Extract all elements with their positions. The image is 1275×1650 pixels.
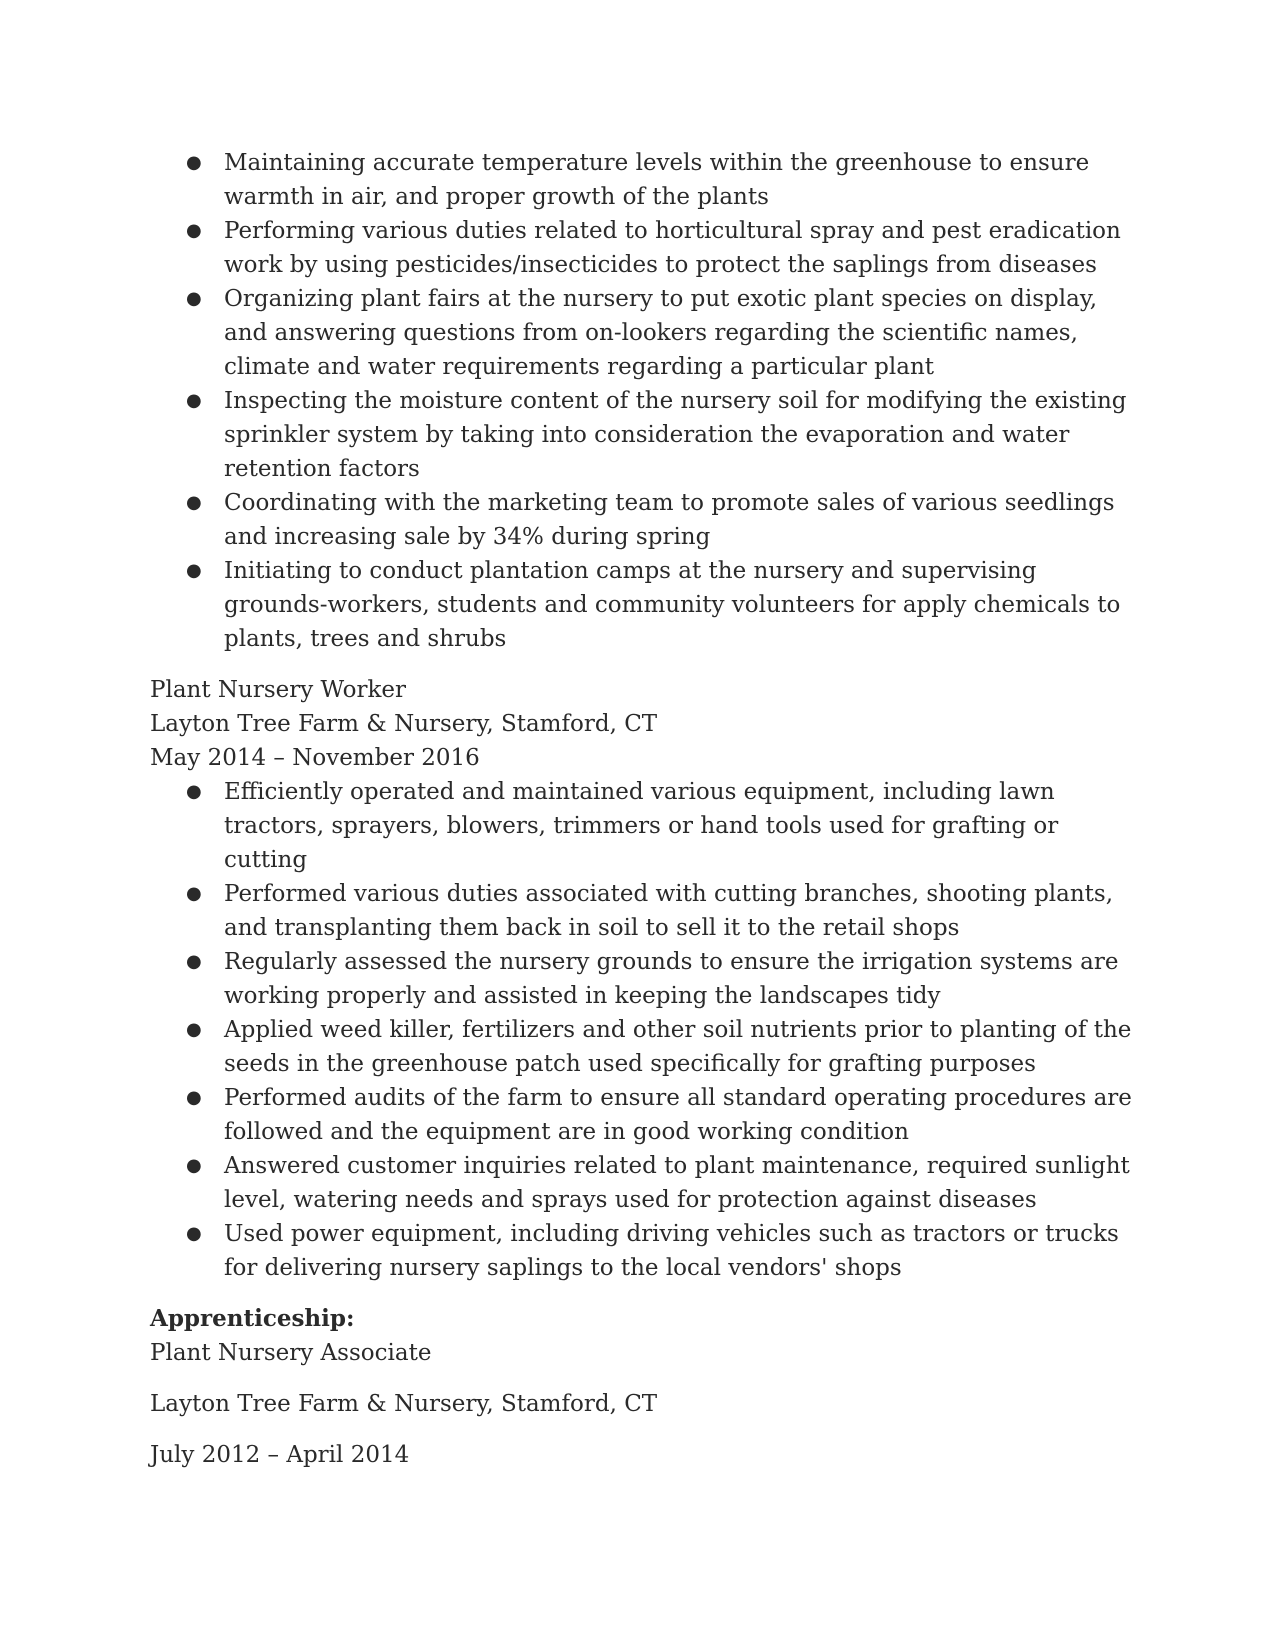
job-dates: May 2014 – November 2016 bbox=[150, 745, 480, 771]
job-bullets bbox=[150, 775, 1140, 1285]
bullet-icon: ● bbox=[186, 1223, 202, 1244]
bullet-text: Efficiently operated and maintained various equipment, including lawn tractors, sprayers, blowers, trimmers or hand tools used for grafting or cutting bbox=[224, 779, 1059, 873]
apprenticeship-title: Plant Nursery Associate bbox=[150, 1340, 432, 1366]
bullet-icon: ● bbox=[186, 1087, 202, 1108]
job-company: Layton Tree Farm & Nursery, Stamford, CT bbox=[150, 711, 658, 737]
bullet-text: Organizing plant fairs at the nursery to put exotic plant species on display, and answering questions from on-lookers regarding the scientific names, climate and water requirements regarding a particular plant bbox=[224, 286, 1098, 380]
bullet-icon: ● bbox=[186, 1019, 202, 1040]
bullet-icon: ● bbox=[186, 220, 202, 241]
job-title: Plant Nursery Worker bbox=[150, 677, 407, 703]
list-item bbox=[186, 1013, 1140, 1081]
bullet-text: Answered customer inquiries related to plant maintenance, required sunlight level, watering needs and sprays used for protection against diseases bbox=[224, 1153, 1130, 1213]
list-item bbox=[186, 214, 1140, 282]
bullet-text: Initiating to conduct plantation camps at the nursery and supervising grounds-workers, students and community volunteers for apply chemicals to plants, trees and shrubs bbox=[224, 558, 1121, 652]
apprenticeship-dates: July 2012 – April 2014 bbox=[150, 1442, 410, 1468]
bullet-text: Performed various duties associated with cutting branches, shooting plants, and transplanting them back in soil to sell it to the retail shops bbox=[224, 881, 1114, 941]
bullet-text: Regularly assessed the nursery grounds to ensure the irrigation systems are working properly and assisted in keeping the landscapes tidy bbox=[224, 949, 1119, 1009]
bullet-icon: ● bbox=[186, 781, 202, 802]
list-item bbox=[186, 146, 1140, 214]
list-item bbox=[186, 1081, 1140, 1149]
bullet-icon: ● bbox=[186, 560, 202, 581]
previous-job-bullets bbox=[150, 146, 1140, 656]
list-item bbox=[186, 775, 1140, 877]
apprenticeship-company: Layton Tree Farm & Nursery, Stamford, CT bbox=[150, 1391, 658, 1417]
bullet-icon: ● bbox=[186, 951, 202, 972]
section-heading: Apprenticeship: bbox=[150, 1305, 355, 1332]
bullet-text: Coordinating with the marketing team to promote sales of various seedlings and increasing sale by 34% during spring bbox=[224, 490, 1115, 550]
list-item bbox=[186, 282, 1140, 384]
bullet-text: Performed audits of the farm to ensure all standard operating procedures are followed and the equipment are in good working condition bbox=[224, 1085, 1132, 1145]
bullet-text: Applied weed killer, fertilizers and other soil nutrients prior to planting of the seeds in the greenhouse patch used specifically for grafting purposes bbox=[224, 1017, 1132, 1077]
list-item bbox=[186, 486, 1140, 554]
bullet-icon: ● bbox=[186, 288, 202, 309]
bullet-icon: ● bbox=[186, 492, 202, 513]
list-item bbox=[186, 877, 1140, 945]
bullet-text: Used power equipment, including driving vehicles such as tractors or trucks for delivering nursery saplings to the local vendors' shops bbox=[224, 1221, 1119, 1281]
list-item bbox=[186, 1217, 1140, 1285]
bullet-icon: ● bbox=[186, 1155, 202, 1176]
bullet-text: Maintaining accurate temperature levels within the greenhouse to ensure warmth in air, and proper growth of the plants bbox=[224, 150, 1090, 210]
list-item bbox=[186, 384, 1140, 486]
bullet-text: Inspecting the moisture content of the nursery soil for modifying the existing sprinkler system by taking into consideration the evaporation and water retention factors bbox=[224, 388, 1127, 482]
bullet-text: Performing various duties related to horticultural spray and pest eradication work by using pesticides/insecticides to protect the saplings from diseases bbox=[224, 218, 1121, 278]
list-item bbox=[186, 554, 1140, 656]
list-item bbox=[186, 945, 1140, 1013]
bullet-icon: ● bbox=[186, 152, 202, 173]
bullet-icon: ● bbox=[186, 390, 202, 411]
list-item bbox=[186, 1149, 1140, 1217]
resume-page bbox=[150, 146, 1140, 1472]
bullet-icon: ● bbox=[186, 883, 202, 904]
